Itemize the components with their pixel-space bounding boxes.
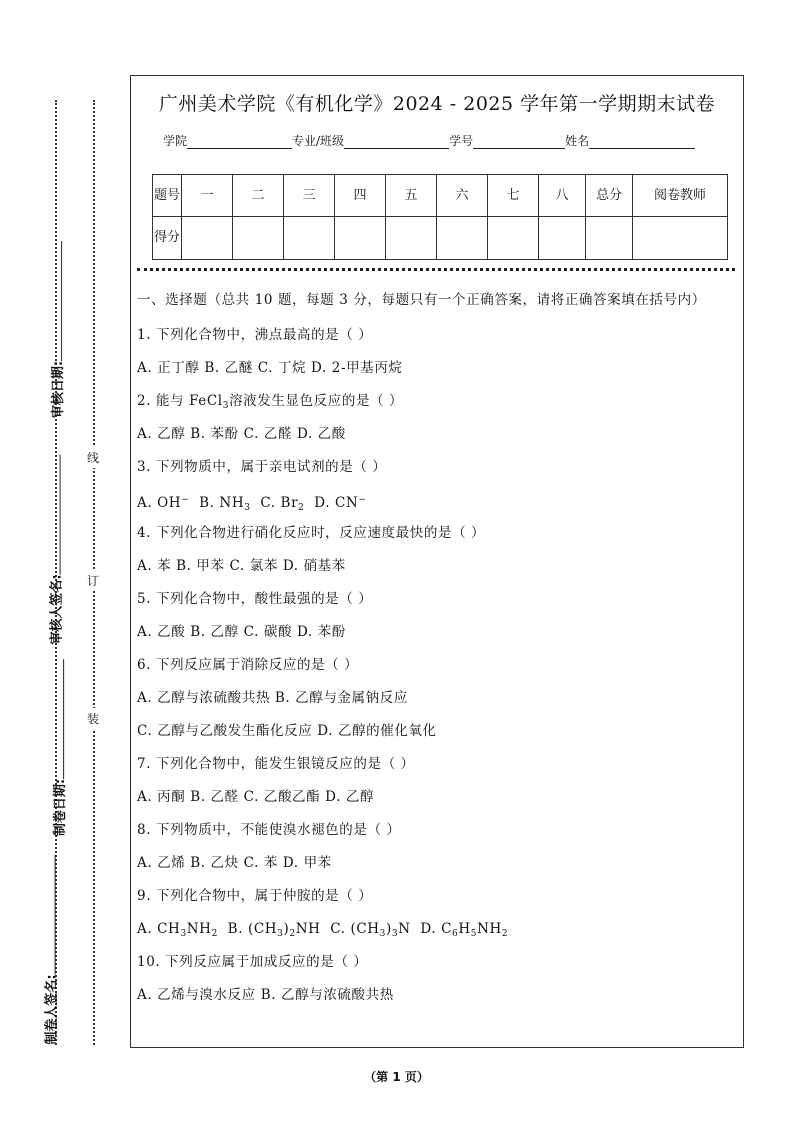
reviewer-date-blank[interactable] bbox=[51, 241, 62, 361]
major-label: 专业/班级 bbox=[292, 134, 345, 148]
binding-label-xian: 线 bbox=[85, 447, 101, 468]
question-text: 7. 下列化合物中，能发生银镜反应的是（ ） bbox=[137, 756, 415, 772]
student-info-row bbox=[163, 132, 695, 149]
score-header-cell: 阅卷教师 bbox=[633, 175, 728, 217]
score-header-cell: 题号 bbox=[153, 175, 182, 217]
question-options: A. 正丁醇 B. 乙醚 C. 丁烷 D. 2-甲基丙烷 bbox=[137, 360, 403, 376]
questions-section bbox=[137, 288, 735, 1012]
student-no-label: 学号 bbox=[449, 134, 474, 148]
score-cell[interactable] bbox=[233, 217, 284, 260]
name-field[interactable] bbox=[589, 136, 695, 149]
college-field[interactable] bbox=[187, 136, 292, 149]
question-text: 2. 能与 FeCl$_3$溶液发生显色反应的是（ ） bbox=[137, 393, 404, 411]
score-cell[interactable] bbox=[633, 217, 728, 260]
student-no-field[interactable] bbox=[473, 136, 565, 149]
question-options: C. 乙醇与乙酸发生酯化反应 D. 乙醇的催化氧化 bbox=[137, 723, 437, 739]
score-header-cell: 八 bbox=[539, 175, 586, 217]
maker-date-field: 制卷日期: bbox=[49, 659, 68, 836]
reviewer-date-field: 审核日期: bbox=[47, 241, 66, 418]
score-cell[interactable] bbox=[488, 217, 539, 260]
reviewer-sign-field: 审核人签名: bbox=[46, 454, 65, 644]
maker-sign-field: 制卷人签名: bbox=[41, 854, 60, 1044]
binding-label-zhuang: 装 bbox=[85, 708, 101, 729]
exam-title: 广州美术学院《有机化学》2024 - 2025 学年第一学期期末试卷 bbox=[158, 93, 716, 115]
score-header-cell: 总分 bbox=[586, 175, 633, 217]
question-text: 9. 下列化合物中，属于仲胺的是（ ） bbox=[137, 888, 373, 904]
question-options: A. 苯 B. 甲苯 C. 氯苯 D. 硝基苯 bbox=[137, 558, 346, 574]
score-header-cell: 二 bbox=[233, 175, 284, 217]
question-options: A. $CH_3NH_2$ B. $(CH_3)_2NH$ C. $(CH_3)_3N$ D. $C_6H_5NH_2$ bbox=[137, 921, 509, 939]
score-table bbox=[152, 174, 728, 260]
reviewer-sign-blank[interactable] bbox=[50, 454, 61, 574]
question-text: 3. 下列物质中，属于亲电试剂的是（ ） bbox=[137, 459, 387, 475]
dotted-divider bbox=[137, 268, 735, 271]
score-cell[interactable] bbox=[437, 217, 488, 260]
score-cell[interactable] bbox=[539, 217, 586, 260]
maker-date-blank[interactable] bbox=[53, 659, 64, 779]
name-label: 姓名 bbox=[565, 134, 590, 148]
score-header-cell: 四 bbox=[335, 175, 386, 217]
question-options: A. 乙酸 B. 乙醇 C. 碳酸 D. 苯酚 bbox=[137, 624, 346, 640]
score-cell[interactable] bbox=[335, 217, 386, 260]
question-text: 5. 下列化合物中，酸性最强的是（ ） bbox=[137, 591, 373, 607]
score-value-row bbox=[153, 217, 728, 260]
question-options: A. 丙酮 B. 乙醛 C. 乙酸乙酯 D. 乙醇 bbox=[137, 789, 375, 805]
page-footer: （第 1 页） bbox=[364, 1070, 429, 1084]
score-cell[interactable] bbox=[386, 217, 437, 260]
question-options: A. 乙烯 B. 乙炔 C. 苯 D. 甲苯 bbox=[137, 855, 332, 871]
question-options: A. 乙醇与浓硫酸共热 B. 乙醇与金属钠反应 bbox=[137, 690, 408, 706]
score-row-label: 得分 bbox=[153, 217, 182, 260]
score-header-cell: 六 bbox=[437, 175, 488, 217]
question-options: A. 乙烯与溴水反应 B. 乙醇与浓硫酸共热 bbox=[137, 987, 394, 1003]
question-options: A. OH− B. $NH_3$ C. $Br_2$ D. CN− bbox=[137, 495, 367, 513]
maker-sign-blank[interactable] bbox=[45, 854, 56, 974]
question-text: 4. 下列化合物进行硝化反应时，反应速度最快的是（ ） bbox=[137, 525, 486, 541]
college-label: 学院 bbox=[163, 134, 188, 148]
score-header-cell: 一 bbox=[182, 175, 233, 217]
question-text: 8. 下列物质中，不能使溴水褪色的是（ ） bbox=[137, 822, 401, 838]
question-options: A. 乙醇 B. 苯酚 C. 乙醛 D. 乙酸 bbox=[137, 426, 346, 442]
exam-frame bbox=[130, 75, 744, 1048]
question-text: 1. 下列化合物中，沸点最高的是（ ） bbox=[137, 327, 373, 343]
section-intro: 一、选择题（总共 10 题，每题 3 分，每题只有一个正确答案，请将正确答案填在括号内） bbox=[137, 292, 706, 308]
score-header-cell: 五 bbox=[386, 175, 437, 217]
score-header-cell: 三 bbox=[284, 175, 335, 217]
binding-label-ding: 订 bbox=[85, 570, 101, 591]
score-header-cell: 七 bbox=[488, 175, 539, 217]
score-cell[interactable] bbox=[284, 217, 335, 260]
score-cell[interactable] bbox=[182, 217, 233, 260]
question-text: 6. 下列反应属于消除反应的是（ ） bbox=[137, 657, 359, 673]
score-header-row bbox=[153, 175, 728, 217]
score-cell[interactable] bbox=[586, 217, 633, 260]
question-text: 10. 下列反应属于加成反应的是（ ） bbox=[137, 954, 368, 970]
major-field[interactable] bbox=[344, 136, 449, 149]
